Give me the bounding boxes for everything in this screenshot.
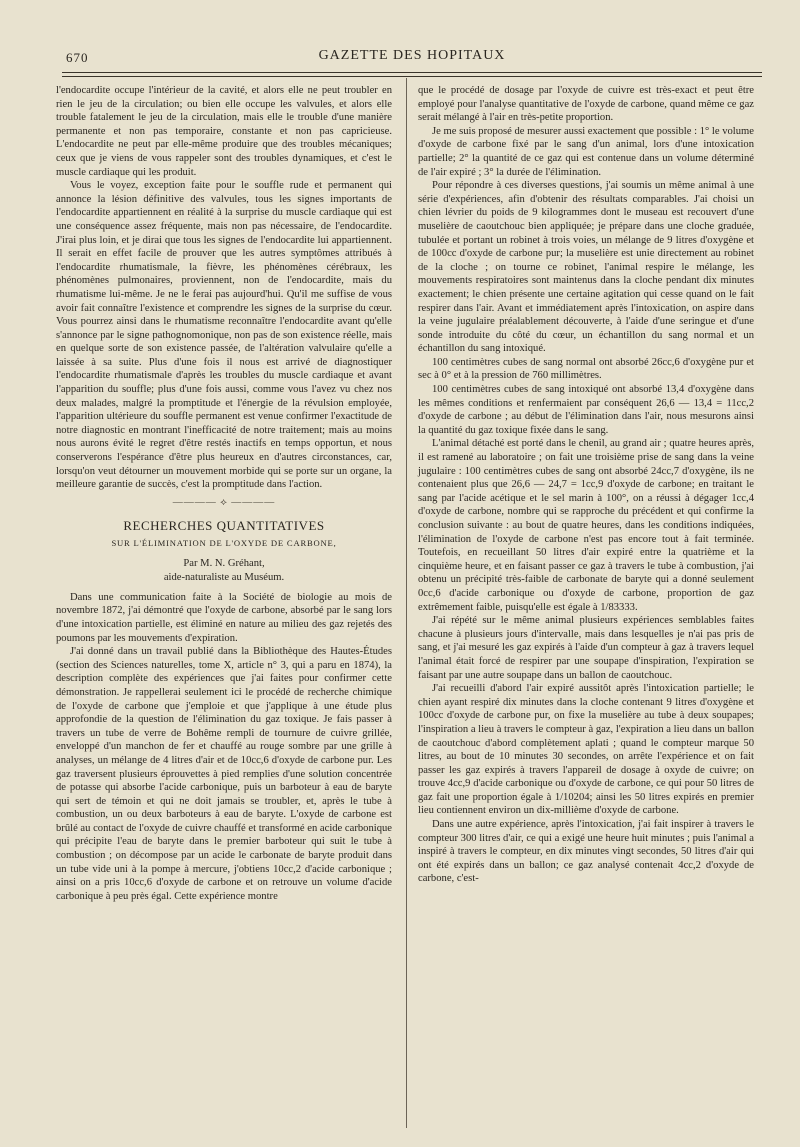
paragraph: Vous le voyez, exception faite pour le souffle rude et permanent qui annonce la lésion définitive des valvules, tous les signes importants de l'endocardite appartiennent en réalité à la surprise du muscle cardiaque qui est une conséquence assez fréquente, mais non pas nécessaire, de l'endocardite. J'irai plus loin, et je dirai que tous les signes de l'endocardite lui appartiennent. Il serait en effet facile de prouver que les autres symptômes attribués à l'endocardite rhumatismale, la fièvre, les phénomènes cérébraux, les phénomènes pulmonaires, proviennent, non de l'endocardite, mais du rhumatisme lui-même. Je ne le ferai pas aujourd'hui. Qu'il me suffise de vous avoir fait connaître l'existence et comprendre les signes de la surprise du cœur. Vous pourrez ainsi dans le rhumatisme reconnaître l'endocardite avant qu'elle s'annonce par le signe pathognomonique, non pas de son existence réelle, mais en quelque sorte de son existence passée, de l'altération valvulaire qu'elle a laissée à sa suite. Plus d'une fois il nous est arrivé de diagnostiquer l'endocardite rhumatismale d'après les troubles du muscle cardiaque et avant l'apparition du souffle; plus d'une fois aussi, comme vous l'avez vu chez nos deux malades, malgré la promptitude et l'énergie de la révulsion employée, l'apparition ultérieure du souffle permanent est venue confirmer l'exactitude de notre diagnostic en montrant l'inefficacité de notre traitement; mais au moins nous aurons évité le regret d'être restés inactifs en temps opportun, et nous conserverons l'espérance d'être plus heureux en d'autres circonstances, car, lorsqu'on veut détourner un mouvement morbide qui se porte sur un organe, la meilleure garantie de succès, c'est la promptitude dans l'action.	[56, 180, 392, 491]
paragraph: 100 centimètres cubes de sang intoxiqué ont absorbé 13,4 d'oxygène dans les mêmes conditions et renfermaient par conséquent 26,6 — 13,4 = 11cc,2 d'oxyde de carbone ; au début de l'élimination dans l'air, nous mesurons ainsi la quantité du gaz toxique fixée dans le sang.	[418, 384, 754, 436]
paragraph: Dans une communication faite à la Société de biologie au mois de novembre 1872, j'ai démontré que l'oxyde de carbone, absorbé par le sang lors d'une intoxication partielle, est éliminé en nature au milieu des gaz rejetés des poumons par les mouvements d'expiration.	[56, 591, 392, 644]
paragraph: J'ai recueilli d'abord l'air expiré aussitôt après l'intoxication partielle; le chien ayant respiré dix minutes dans la cloche contenant 9 litres d'oxygène et 100cc d'oxyde de carbone pur, on fixe la muselière au tube à deux soupapes; l'inspiration a lieu à travers le compteur à gaz, l'expiration a lieu dans un ballon de caoutchouc d'abord complètement aplati ; quand le compteur marque 50 litres, au bout de 10 minutes 30 secondes, on arrête l'expérience et on fait passer les gaz expirés à travers l'appareil de dosage à oxyde de cuivre; on trouve 4cc,9 d'acide carbonique ou d'oxyde de carbone, ce qui pour 50 litres de gaz fait une proportion égale à 1/10204; ainsi les 50 litres expirés en premier lieu contiennent environ un dix-millième d'oxyde de carbone.	[418, 683, 754, 817]
article-subtitle: SUR L'ÉLIMINATION DE L'OXYDE DE CARBONE,	[111, 538, 337, 548]
author-role: aide-naturaliste au Muséum.	[163, 572, 285, 584]
article-title: RECHERCHES QUANTITATIVES	[123, 518, 325, 534]
header-rule	[62, 72, 762, 73]
page-number: 670	[66, 50, 89, 65]
paragraph: J'ai donné dans un travail publié dans la Bibliothèque des Hautes-Études (section des Sciences naturelles, tome X, article n° 3, qui a paru en 1874), la description complète des expériences que j'ai faites pour confirmer cette démonstration. Je rappellerai seulement ici le procédé de recherche chimique de l'oxyde de carbone que j'emploie et que j'applique à une étude plus approfondie de la question de l'élimination du gaz toxique. Je fais passer à travers un tube de verre de Bohême rempli de tournure de cuivre grillée, enveloppé d'un manchon de fer et chauffé au rouge sombre par une grille à analyses, un mélange de 4 litres d'air et de 10cc,6 d'oxyde de carbone pur. Les gaz traversent plusieurs éprouvettes à pied remplies d'une solution concentrée de potasse qui absorbe l'acide carbonique, puis un barboteur à eau de baryte qui sert de témoin et qui ne doit jamais se troubler, et, après le tube à combustion, un ou deux barboteurs à eau de baryte. L'oxyde de carbone est brûlé au contact de l'oxyde de cuivre chauffé et transformé en acide carbonique qui précipite l'eau de baryte dans le premier barboteur qui suit le tube à combustion ; on décompose par un acide le carbonate de baryte produit dans un tube vide uni à la pompe à mercure, j'obtiens 10cc,2 d'acide carbonique ; ainsi on a pris 10cc,6 d'oxyde de carbone et on retrouve un volume d'acide carbonique à peu près égal. Cette expérience montre	[56, 646, 392, 902]
paragraph: Pour répondre à ces diverses questions, j'ai soumis un même animal à une série d'expériences, afin d'obtenir des résultats comparables. J'ai choisi un chien lévrier du poids de 9 kilogrammes dont le museau est recouvert d'une muselière de caoutchouc bien appliquée; je prépare dans une cloche graduée, tubulée et portant un robinet à trois voies, un mélange de 9 litres d'oxygène et de 100cc d'oxyde de carbone pur; la muselière est unie directement au robinet de la cloche ; on tourne ce robinet, l'animal respire le mélange, les mouvements respiratoires sont maintenus dans la cloche pendant dix minutes exactement; le chien présente une certaine agitation qui cesse quand on le fait respirer dans l'air. Avant et immédiatement après l'intoxication, on aspire dans la veine jugulaire préalablement découverte, à l'aide d'une seringue et d'une sonde introduite du côté du cœur, un échantillon du sang normal et un échantillon du sang intoxiqué.	[418, 180, 754, 355]
journal-title: GAZETTE DES HOPITAUX	[318, 48, 506, 63]
paragraph: L'animal détaché est porté dans le chenil, au grand air ; quatre heures après, il est ramené au laboratoire ; on fait une troisième prise de sang dans la veine jugulaire : 100 centimètres cubes de sang ont absorbé 24cc,7 d'oxygène, ils ne contenaient plus que 26,6 — 24,7 = 1cc,9 d'oxyde de carbone; en traitant le sang par l'acide acétique et le sel marin à 100°, on a réussi à dégager 1cc,4 d'oxyde de carbone, nombre qui se rapproche du précédent et qui confirme la conclusion suivante : au bout de quatre heures, dans les conditions indiquées, l'élimination de l'oxyde de carbone n'est pas encore tout à fait terminée. Toutefois, en recueillant 50 litres d'air expiré entre la quatrième et la cinquième heure, et en faisant passer ce gaz à travers le tube à combustion, j'ai obtenu un précipité très-faible de carbonate de baryte qui a donné seulement 0cc,6 d'acide carbonique ou d'oxyde de carbone, proportion de gaz extrêmement faible, puisqu'elle est égale à 1/83333.	[418, 438, 754, 613]
paragraph: l'endocardite occupe l'intérieur de la cavité, et alors elle ne peut troubler en rien le jeu de la circulation; ou bien elle occupe les valvules, et alors elle trouble fatalement le jeu de la circulation, mais elle le trouble d'une manière permanente et non pas temporaire, constante et non pas capricieuse. L'endocardite ne peut par elle-même produire que des troubles mécaniques; ceux que je viens de vous rappeler sont des troubles dynamiques, et c'est le muscle cardiaque qui les produit.	[56, 85, 392, 178]
column-divider	[406, 78, 407, 1128]
paragraph: que le procédé de dosage par l'oxyde de cuivre est très-exact et peut être employé pour l'analyse quantitative de l'oxyde de carbone, quand même ce gaz serait mélangé à l'air en très-petite proportion.	[418, 85, 754, 124]
paragraph: Dans une autre expérience, après l'intoxication, j'ai fait inspirer à travers le compteur 300 litres d'air, ce qui a exigé une heure huit minutes ; puis l'animal a inspiré à travers le compteur, en dix minutes vingt secondes, 50 litres d'air qui ont été expirés dans un ballon; ce gaz analysé contenait 4cc,2 d'oxyde de carbone, c'est-	[418, 819, 754, 885]
section-separator: ———— ⟡ ————	[172, 496, 276, 508]
running-header	[62, 46, 762, 68]
right-column	[418, 84, 754, 886]
paragraph: 100 centimètres cubes de sang normal ont absorbé 26cc,6 d'oxygène pur et sec à 0° et à la pression de 760 millimètres.	[418, 356, 754, 382]
article-author: Par M. N. Gréhant,	[183, 557, 265, 569]
paragraph: Je me suis proposé de mesurer aussi exactement que possible : 1° le volume d'oxyde de carbone fixé par le sang d'un animal, lors d'une intoxication partielle; 2° la quantité de ce gaz qui est contenue dans un volume déterminé de l'air expiré ; 3° la durée de l'élimination.	[418, 125, 754, 178]
paragraph: J'ai répété sur le même animal plusieurs expériences semblables faites chacune à plusieurs jours d'intervalle, mais dans lesquelles je n'ai pas pris de sang, et j'ai mesuré les gaz expirés à l'aide d'un compteur à gaz à travers lequel l'animal était forcé de respirer par une soupape d'inspiration, l'expiration se faisant par une autre soupape dans un ballon de caoutchouc.	[418, 615, 754, 681]
left-column	[56, 84, 392, 903]
header-rule-double	[62, 76, 762, 77]
